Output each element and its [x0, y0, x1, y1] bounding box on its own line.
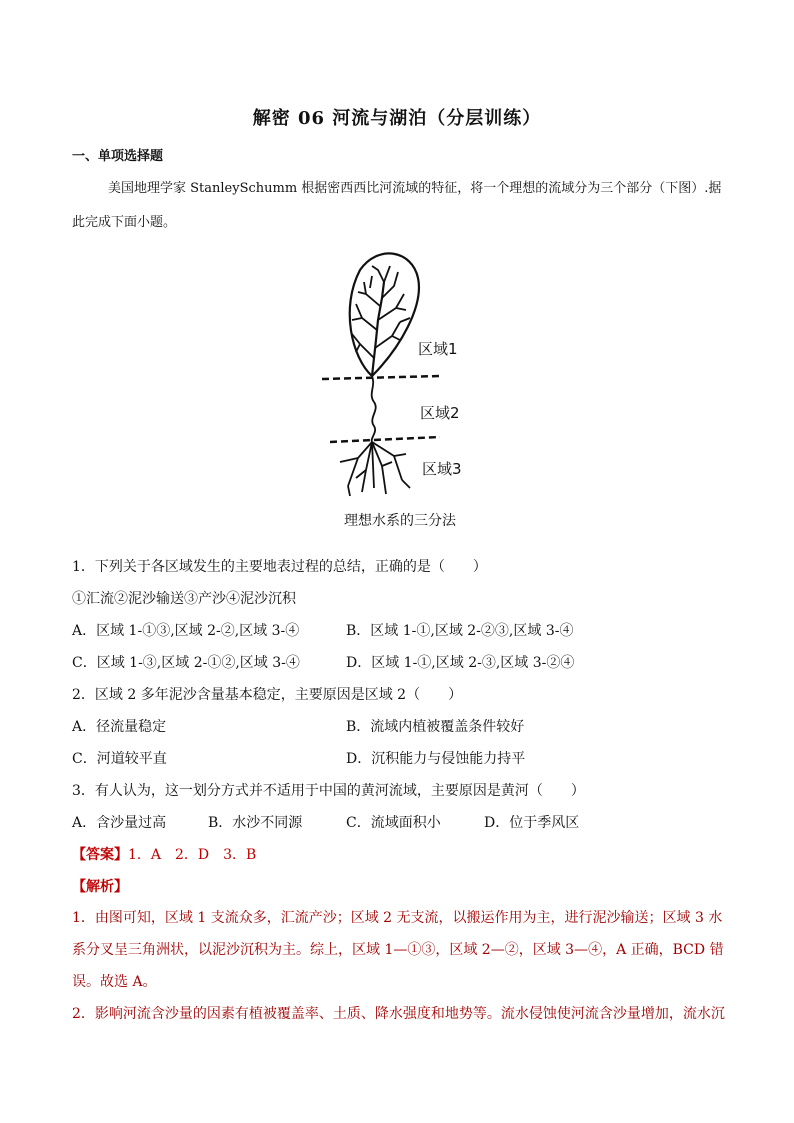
question-2-option-b: B．流域内植被覆盖条件较好	[346, 719, 525, 735]
figure-caption: 理想水系的三分法	[344, 513, 456, 529]
boundary-line-1	[322, 376, 440, 379]
distributaries	[340, 442, 410, 496]
label-region2: 区域2	[420, 404, 460, 422]
question-1-option-a: A．区域 1-①③,区域 2-②,区域 3-④	[72, 623, 300, 639]
question-3-option-b: B．水沙不同源	[208, 815, 303, 831]
document-title: 解密 06 河流与湖泊（分层训练）	[252, 108, 542, 129]
question-1-note: ①汇流②泥沙输送③产沙④泥沙沉积	[72, 591, 296, 607]
trunk-region2	[372, 376, 376, 442]
question-1-stem: 1．下列关于各区域发生的主要地表过程的总结，正确的是（ ）	[72, 559, 487, 575]
label-region1: 区域1	[418, 340, 458, 358]
intro-paragraph: 美国地理学家 StanleySchumm 根据密西西比河流域的特征，将一个理想的流域分为三个部分（下图）.据此完成下面小题。	[72, 181, 722, 230]
question-1-option-b: B．区域 1-①,区域 2-②③,区域 3-④	[346, 623, 574, 639]
answer-line	[72, 844, 256, 864]
section-heading: 一、单项选择题	[72, 149, 164, 164]
question-2-option-c: C．河道较平直	[72, 751, 167, 767]
question-2-option-a: A．径流量稳定	[72, 719, 167, 735]
question-2-option-d: D．沉积能力与侵蚀能力持平	[346, 751, 526, 767]
question-3-stem: 3．有人认为，这一划分方式并不适用于中国的黄河流域，主要原因是黄河（ ）	[72, 783, 585, 799]
question-3-option-d: D．位于季风区	[484, 815, 580, 831]
question-1-option-d: D．区域 1-①,区域 2-③,区域 3-②④	[346, 655, 575, 671]
question-1-option-c: C．区域 1-③,区域 2-①②,区域 3-④	[72, 655, 300, 671]
analysis-paragraph-2: 2．影响河流含沙量的因素有植被覆盖率、土质、降水强度和地势等。流水侵蚀使河流含沙量增加，流水沉	[72, 1006, 725, 1022]
answer-values: 1．A 2．D 3．B	[128, 847, 257, 863]
watershed-figure	[300, 248, 500, 508]
question-3-option-c: C．流域面积小	[346, 815, 441, 831]
trunk-region1	[372, 282, 384, 376]
tributaries	[352, 266, 410, 358]
analysis-heading: 【解析】	[72, 879, 128, 895]
question-3-option-a: A．含沙量过高	[72, 815, 167, 831]
analysis-paragraph-1: 1．由图可知，区域 1 支流众多，汇流产沙；区域 2 无支流，以搬运作用为主，进行泥沙输送；区域 3 水系分叉呈三角洲状，以泥沙沉积为主。综上，区域 1—①③，区域 2—②，区域 3—④，A 正确，BCD 错误。故选 A。	[72, 910, 724, 990]
boundary-line-2	[330, 437, 440, 442]
answer-tag: 【答案】	[72, 847, 128, 863]
question-2-stem: 2．区域 2 多年泥沙含量基本稳定，主要原因是区域 2（ ）	[72, 687, 463, 703]
label-region3: 区域3	[422, 460, 462, 478]
